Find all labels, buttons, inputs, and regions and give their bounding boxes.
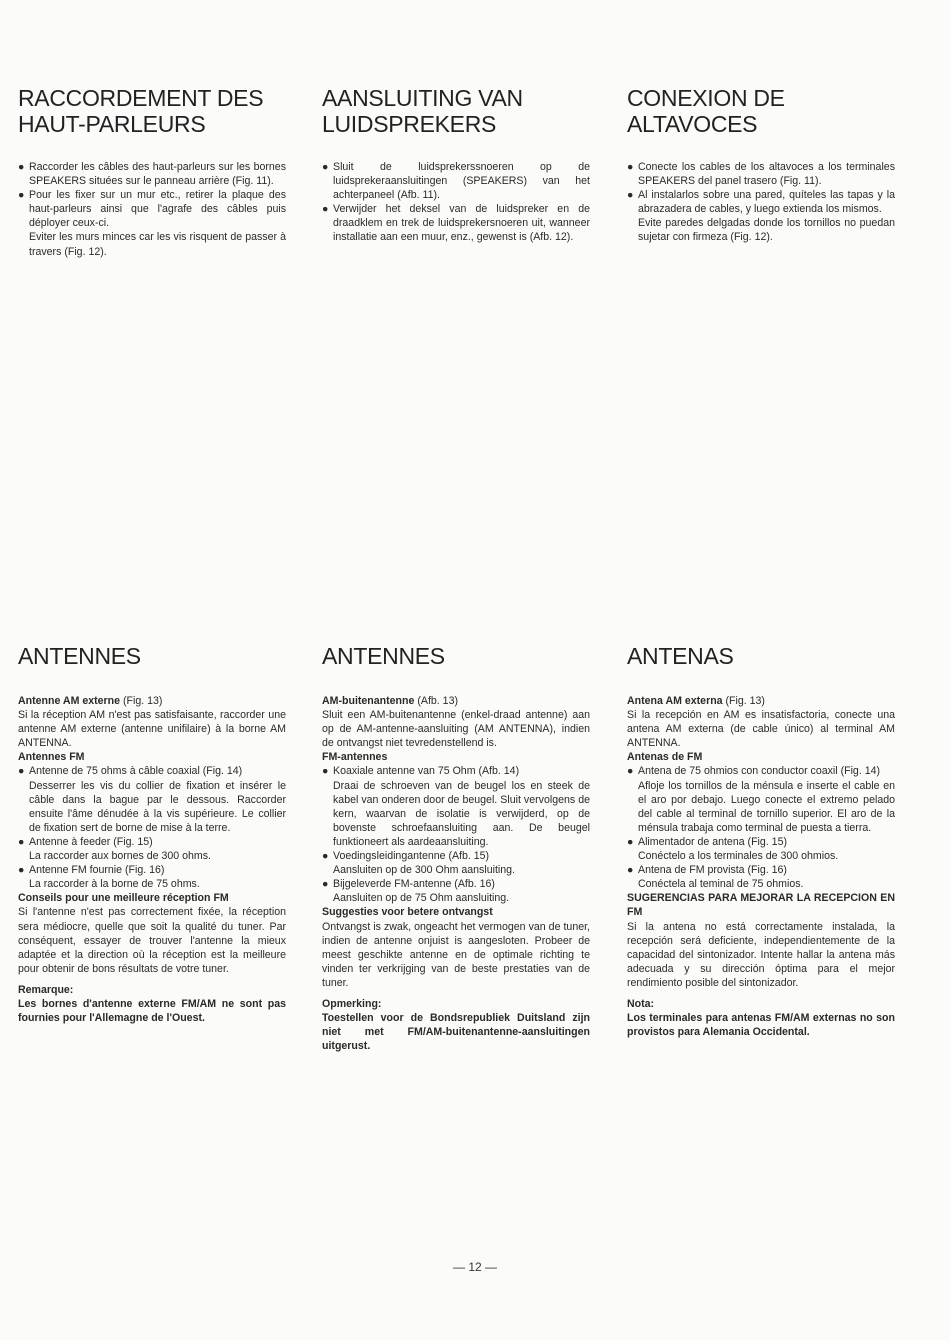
- bullet-icon: ●: [322, 850, 329, 863]
- nl-speakers-body: [322, 160, 590, 245]
- note-heading: Opmerking:: [322, 997, 382, 1010]
- nl-antennas-title: ANTENNES: [322, 643, 445, 669]
- bullet-icon: ●: [627, 765, 634, 778]
- note-text: Les bornes d'antenne externe FM/AM ne sont pas fournies pour l'Allemagne de l'Ouest.: [18, 997, 286, 1025]
- es-speakers-body: [627, 160, 895, 245]
- am-heading: AM-buitenantenne (Afb. 13): [322, 695, 458, 707]
- tips-heading: SUGERENCIAS PARA MEJORAR LA RECEPCION EN FM: [627, 892, 895, 919]
- bullet-icon: ●: [322, 878, 329, 891]
- list-item: ● Verwijder het deksel van de luidspreker en de draadklem en trek de luidsprekersnoeren uit, wanneer installatie aan een muur, enz., gewenst is (Afb. 12).: [322, 203, 590, 244]
- bullet-icon: ●: [627, 835, 634, 848]
- bullet-icon: ●: [627, 189, 634, 202]
- fr-speakers-title: RACCORDEMENT DES HAUT-PARLEURS: [18, 85, 264, 137]
- tips-text: Si la antena no está correctamente instalada, la recepción será deficiente, independientemente de la capacidad del sintonizador. Intente hallar la antena más adecuada y su dirección óptima para el mejor rendimiento posible del sintonizador.: [627, 920, 895, 989]
- list-item: ● Antena de 75 ohmios con conductor coaxil (Fig. 14) Afloje los tornillos de la ménsula e inserte el cable en el aro por debajo. Luego conecte el extremo pelado del cable al terminal de tornillo superior. El aro de la ménsula trabaja como terminal de puesta a tierra.: [627, 765, 895, 834]
- note-text: Los terminales para antenas FM/AM externas no son provistos para Alemania Occidental.: [627, 1012, 895, 1039]
- bullet-icon: ●: [627, 864, 634, 877]
- bullet-icon: ●: [322, 161, 329, 173]
- am-heading: Antena AM externa (Fig. 13): [627, 695, 765, 707]
- list-item: ● Raccorder les câbles des haut-parleurs sur les bornes SPEAKERS situées sur le panneau arrière (Fig. 11).: [18, 161, 286, 188]
- list-item: ● Al instalarlos sobre una pared, quíteles las tapas y la abrazadera de cables, y luego extienda los mismos.: [627, 189, 895, 216]
- list-item: ● Voedingsleidingantenne (Afb. 15) Aansluiten op de 300 Ohm aansluiting.: [322, 850, 515, 877]
- tips-heading: Conseils pour une meilleure réception FM: [18, 892, 229, 905]
- note-heading: Remarque:: [18, 983, 74, 996]
- bullet-icon: ●: [627, 161, 634, 173]
- nl-antennas-body: [322, 694, 590, 1053]
- fr-antennas-title: ANTENNES: [18, 643, 141, 669]
- bullet-icon: ●: [18, 189, 25, 202]
- tips-text: Si l'antenne n'est pas correctement fixée, la réception sera médiocre, quelle que soit la qualité du tuner. Par conséquent, essayer de trouver l'antenne la mieux adaptée et la direction où la réception est la meilleure pour obtenir de bons résultats de votre tuner.: [18, 906, 286, 975]
- am-text: Si la réception AM n'est pas satisfaisante, raccorder une antenne AM externe (antenne unifilaire) à la borne AM ANTENNA.: [18, 709, 286, 750]
- bullet-icon: ●: [18, 765, 25, 778]
- am-text: Sluit een AM-buitenantenne (enkel-draad antenne) aan op de AM-antenne-aansluiting (AM ANTENNA), indien de ontvangst niet tevredenstellend is.: [322, 709, 590, 750]
- bullet-icon: ●: [18, 835, 25, 848]
- fr-antennas-body: [18, 694, 286, 1025]
- list-item: ● Koaxiale antenne van 75 Ohm (Afb. 14) Draai de schroeven van de beugel los en steek de kabel van onderen door de beugel. Sluit vervolgens de kern, waarvan de isolatie is verwijderd, op de bovenste schroefaansluiting aan. De beugel funktioneert als aardeaansluiting.: [322, 765, 590, 848]
- note-heading: Nota:: [627, 997, 655, 1010]
- fm-heading: Antennes FM: [18, 751, 85, 764]
- bullet-icon: ●: [322, 765, 329, 778]
- tips-heading: Suggesties voor betere ontvangst: [322, 906, 493, 919]
- speaker-note: Eviter les murs minces car les vis risquent de passer à travers (Fig. 12).: [29, 231, 286, 258]
- bullet-icon: ●: [18, 161, 25, 173]
- list-item: ● Alimentador de antena (Fig. 15) Conéctelo a los terminales de 300 ohmios.: [627, 835, 839, 863]
- note-text: Toestellen voor de Bondsrepubliek Duitsland zijn niet met FM/AM-buitenantenne-aansluitingen uitgerust.: [322, 1012, 590, 1053]
- list-item: ● Sluit de luidsprekerssnoeren op de luidsprekeraansluitingen (SPEAKERS) van het achterpaneel (Afb. 11).: [322, 161, 590, 202]
- fr-speakers-body: [18, 160, 286, 259]
- speaker-note: Evite paredes delgadas donde los tornillos no puedan sujetar con firmeza (Fig. 12).: [638, 217, 895, 244]
- list-item: ● Antena de FM provista (Fig. 16) Conéctela al teminal de 75 ohmios.: [627, 864, 804, 891]
- tips-text: Ontvangst is zwak, ongeacht het vermogen van de tuner, indien de antenne onjuist is aangesloten. Probeer de meest geschikte antenne en de optimale richting te vinden ter verkrijging van de beste prestaties van de tuner.: [322, 920, 590, 989]
- es-antennas-body: [627, 694, 895, 1039]
- list-item: ● Pour les fixer sur un mur etc., retirer la plaque des haut-parleurs ainsi que l'agrafe des câbles puis déployer ceux-ci.: [18, 189, 286, 230]
- bullet-icon: ●: [322, 203, 329, 216]
- am-text: Si la recepción en AM es insatisfactoria, conecte una antena AM externa (de cable único) al terminal AM ANTENNA.: [627, 709, 895, 750]
- list-item: ● Antenne à feeder (Fig. 15) La raccorder aux bornes de 300 ohms.: [18, 835, 211, 863]
- page-number: — 12 —: [452, 1260, 497, 1274]
- es-antennas-title: ANTENAS: [627, 643, 734, 669]
- nl-speakers-title: AANSLUITING VAN LUIDSPREKERS: [322, 85, 523, 137]
- fm-heading: Antenas de FM: [627, 751, 703, 764]
- list-item: ● Antenne FM fournie (Fig. 16) La raccorder à la borne de 75 ohms.: [18, 864, 200, 891]
- bullet-icon: ●: [18, 864, 25, 877]
- fm-heading: FM-antennes: [322, 751, 388, 764]
- am-heading: Antenne AM externe (Fig. 13): [18, 695, 163, 707]
- list-item: ● Antenne de 75 ohms à câble coaxial (Fig. 14) Desserrer les vis du collier de fixation et insérer le câble dans la bague par le dessous. Raccorder ensuite l'âme dénudée à la vis supérieure. Le collier de fixation sert de borne de mise à la terre.: [18, 765, 286, 834]
- es-speakers-title: CONEXION DE ALTAVOCES: [627, 85, 785, 137]
- list-item: ● Bijgeleverde FM-antenne (Afb. 16) Aansluiten op de 75 Ohm aansluiting.: [322, 878, 510, 905]
- list-item: ● Conecte los cables de los altavoces a los terminales SPEAKERS del panel trasero (Fig. 11).: [627, 161, 895, 188]
